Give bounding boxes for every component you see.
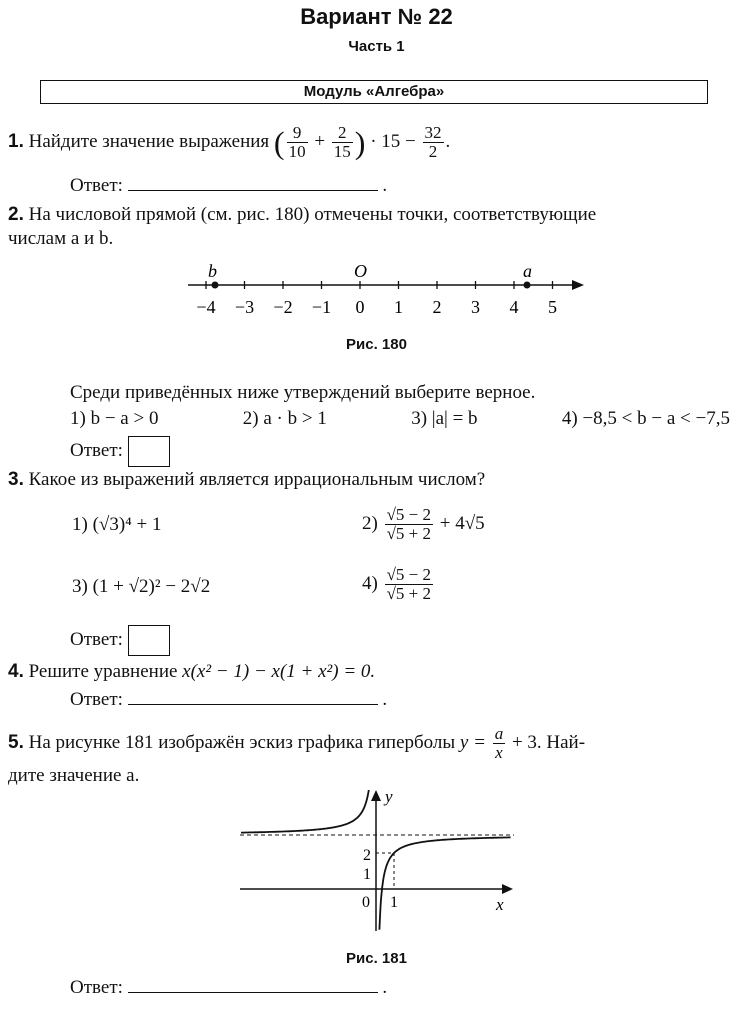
fraction-32-2: $\frac{32}{2}$ bbox=[424, 123, 442, 161]
answer-label: Ответ: bbox=[70, 175, 123, 196]
number-line-figure bbox=[180, 258, 600, 320]
question-5-line2: дите значение a. bbox=[8, 765, 140, 786]
tick-label: −1 bbox=[311, 297, 332, 317]
question-number: 2. bbox=[8, 204, 24, 225]
x1-label: 1 bbox=[390, 894, 398, 911]
x-axis-arrow-icon bbox=[502, 884, 513, 894]
answer-label: Ответ: bbox=[70, 628, 123, 650]
question-text-line1: На числовой прямой (см. рис. 180) отмечены точки, соответствующие bbox=[28, 204, 597, 225]
figure-180-caption: Рис. 180 bbox=[346, 336, 407, 353]
question-number: 1. bbox=[8, 130, 24, 152]
answer-row-1: Ответ: . bbox=[70, 172, 387, 198]
module-banner: Модуль «Алгебра» bbox=[40, 80, 708, 104]
origin-label: 0 bbox=[362, 894, 370, 911]
tick-label: 4 bbox=[509, 297, 519, 317]
answer-row-2 bbox=[70, 436, 170, 467]
y-axis-label: y bbox=[385, 787, 393, 806]
option-1[interactable]: 1) b − a > 0 bbox=[70, 408, 159, 429]
option-label: 4) bbox=[362, 572, 378, 594]
question-number: 4. bbox=[8, 661, 24, 682]
question-4 bbox=[8, 660, 375, 684]
answer-row-4: Ответ: . bbox=[70, 686, 387, 712]
tick-label: −2 bbox=[273, 297, 293, 317]
q3-option-2[interactable] bbox=[362, 506, 485, 543]
q3-option-3[interactable]: 3) (1 + √2)² − 2√2 bbox=[72, 576, 211, 597]
question-text: Какое из выражений является иррациональным числом? bbox=[28, 469, 486, 490]
option-3[interactable]: 3) |a| = b bbox=[411, 408, 478, 429]
option-4[interactable]: 4) −8,5 < b − a < −7,5 bbox=[561, 408, 730, 429]
point-o-label: O bbox=[354, 261, 367, 281]
question-text: Решите уравнение bbox=[28, 661, 178, 682]
question-1: 1. Найдите значение выражения ( $\frac{9}{10}$ + $\frac{2}{15}$ ) · 15 − $\frac{32}{2}$ . bbox=[8, 123, 451, 161]
answer-field-5[interactable] bbox=[128, 974, 378, 993]
expression-mult: · 15 − bbox=[370, 130, 416, 152]
answer-field-4[interactable] bbox=[128, 686, 378, 705]
point-a-label: a bbox=[523, 261, 532, 281]
figure-181-caption: Рис. 181 bbox=[346, 950, 407, 967]
answer-box-3[interactable] bbox=[128, 625, 170, 656]
arrow-head-icon bbox=[572, 280, 584, 290]
x-axis-label: x bbox=[496, 895, 504, 914]
question-text: На рисунке 181 изображён эскиз графика гиперболы bbox=[28, 731, 456, 753]
tick-label: −4 bbox=[196, 297, 216, 317]
tick-label: 3 bbox=[471, 297, 480, 317]
question-2-prompt: Среди приведённых ниже утверждений выберите верное. bbox=[70, 382, 536, 403]
tick-label: −3 bbox=[234, 297, 255, 317]
tick-label: 5 bbox=[548, 297, 557, 317]
part-title: Часть 1 bbox=[348, 38, 405, 55]
answer-label: Ответ: bbox=[70, 439, 123, 461]
answer-row-3 bbox=[70, 625, 170, 656]
answer-field-1[interactable] bbox=[128, 172, 378, 191]
question-number: 5. bbox=[8, 731, 24, 753]
point-a-dot bbox=[524, 282, 531, 289]
question-2 bbox=[8, 203, 728, 251]
tick-label: 0 bbox=[355, 297, 365, 317]
fraction-a-x: $\frac{a}{x}$ bbox=[494, 724, 504, 762]
formula-y: y = bbox=[459, 731, 486, 753]
hyperbola-branch-right bbox=[379, 837, 510, 929]
y1-label: 1 bbox=[363, 866, 371, 883]
option-2[interactable]: 2) a · b > 1 bbox=[242, 408, 327, 429]
answer-label: Ответ: bbox=[70, 977, 123, 998]
question-text: Найдите значение выражения bbox=[28, 130, 270, 152]
equation: x(x² − 1) − x(1 + x²) = 0. bbox=[182, 661, 376, 682]
question-number: 3. bbox=[8, 469, 24, 490]
question-2-options bbox=[70, 407, 730, 431]
q3-option-1[interactable]: 1) (√3)⁴ + 1 bbox=[72, 514, 162, 535]
q3-option-4[interactable] bbox=[362, 566, 435, 603]
question-3 bbox=[8, 468, 485, 492]
point-b-label: b bbox=[208, 261, 217, 281]
y-axis-arrow-icon bbox=[371, 790, 381, 801]
fraction-9-10: $\frac{9}{10}$ bbox=[288, 123, 306, 161]
answer-row-5: Ответ: . bbox=[70, 974, 387, 1000]
hyperbola-branch-left bbox=[241, 790, 369, 833]
formula-tail: + 3. Най- bbox=[511, 731, 586, 753]
fraction-2-15: $\frac{2}{15}$ bbox=[333, 123, 351, 161]
variant-title: Вариант № 22 bbox=[300, 4, 453, 29]
y2-label: 2 bbox=[363, 847, 371, 864]
tick-label: 2 bbox=[432, 297, 442, 317]
fraction-sqrt5: $\frac{√5 - 2}{√5 + 2}$ bbox=[386, 505, 431, 543]
fraction-sqrt5: $\frac{√5 - 2}{√5 + 2}$ bbox=[386, 565, 431, 603]
question-5 bbox=[8, 725, 738, 762]
tick-label: 1 bbox=[394, 297, 403, 317]
question-text-line2: числам a и b. bbox=[8, 228, 114, 249]
answer-box-2[interactable] bbox=[128, 436, 170, 467]
answer-label: Ответ: bbox=[70, 689, 123, 710]
point-b-dot bbox=[212, 282, 219, 289]
option-tail: + 4√5 bbox=[439, 512, 485, 534]
option-label: 2) bbox=[362, 512, 378, 534]
hyperbola-figure bbox=[238, 786, 518, 934]
